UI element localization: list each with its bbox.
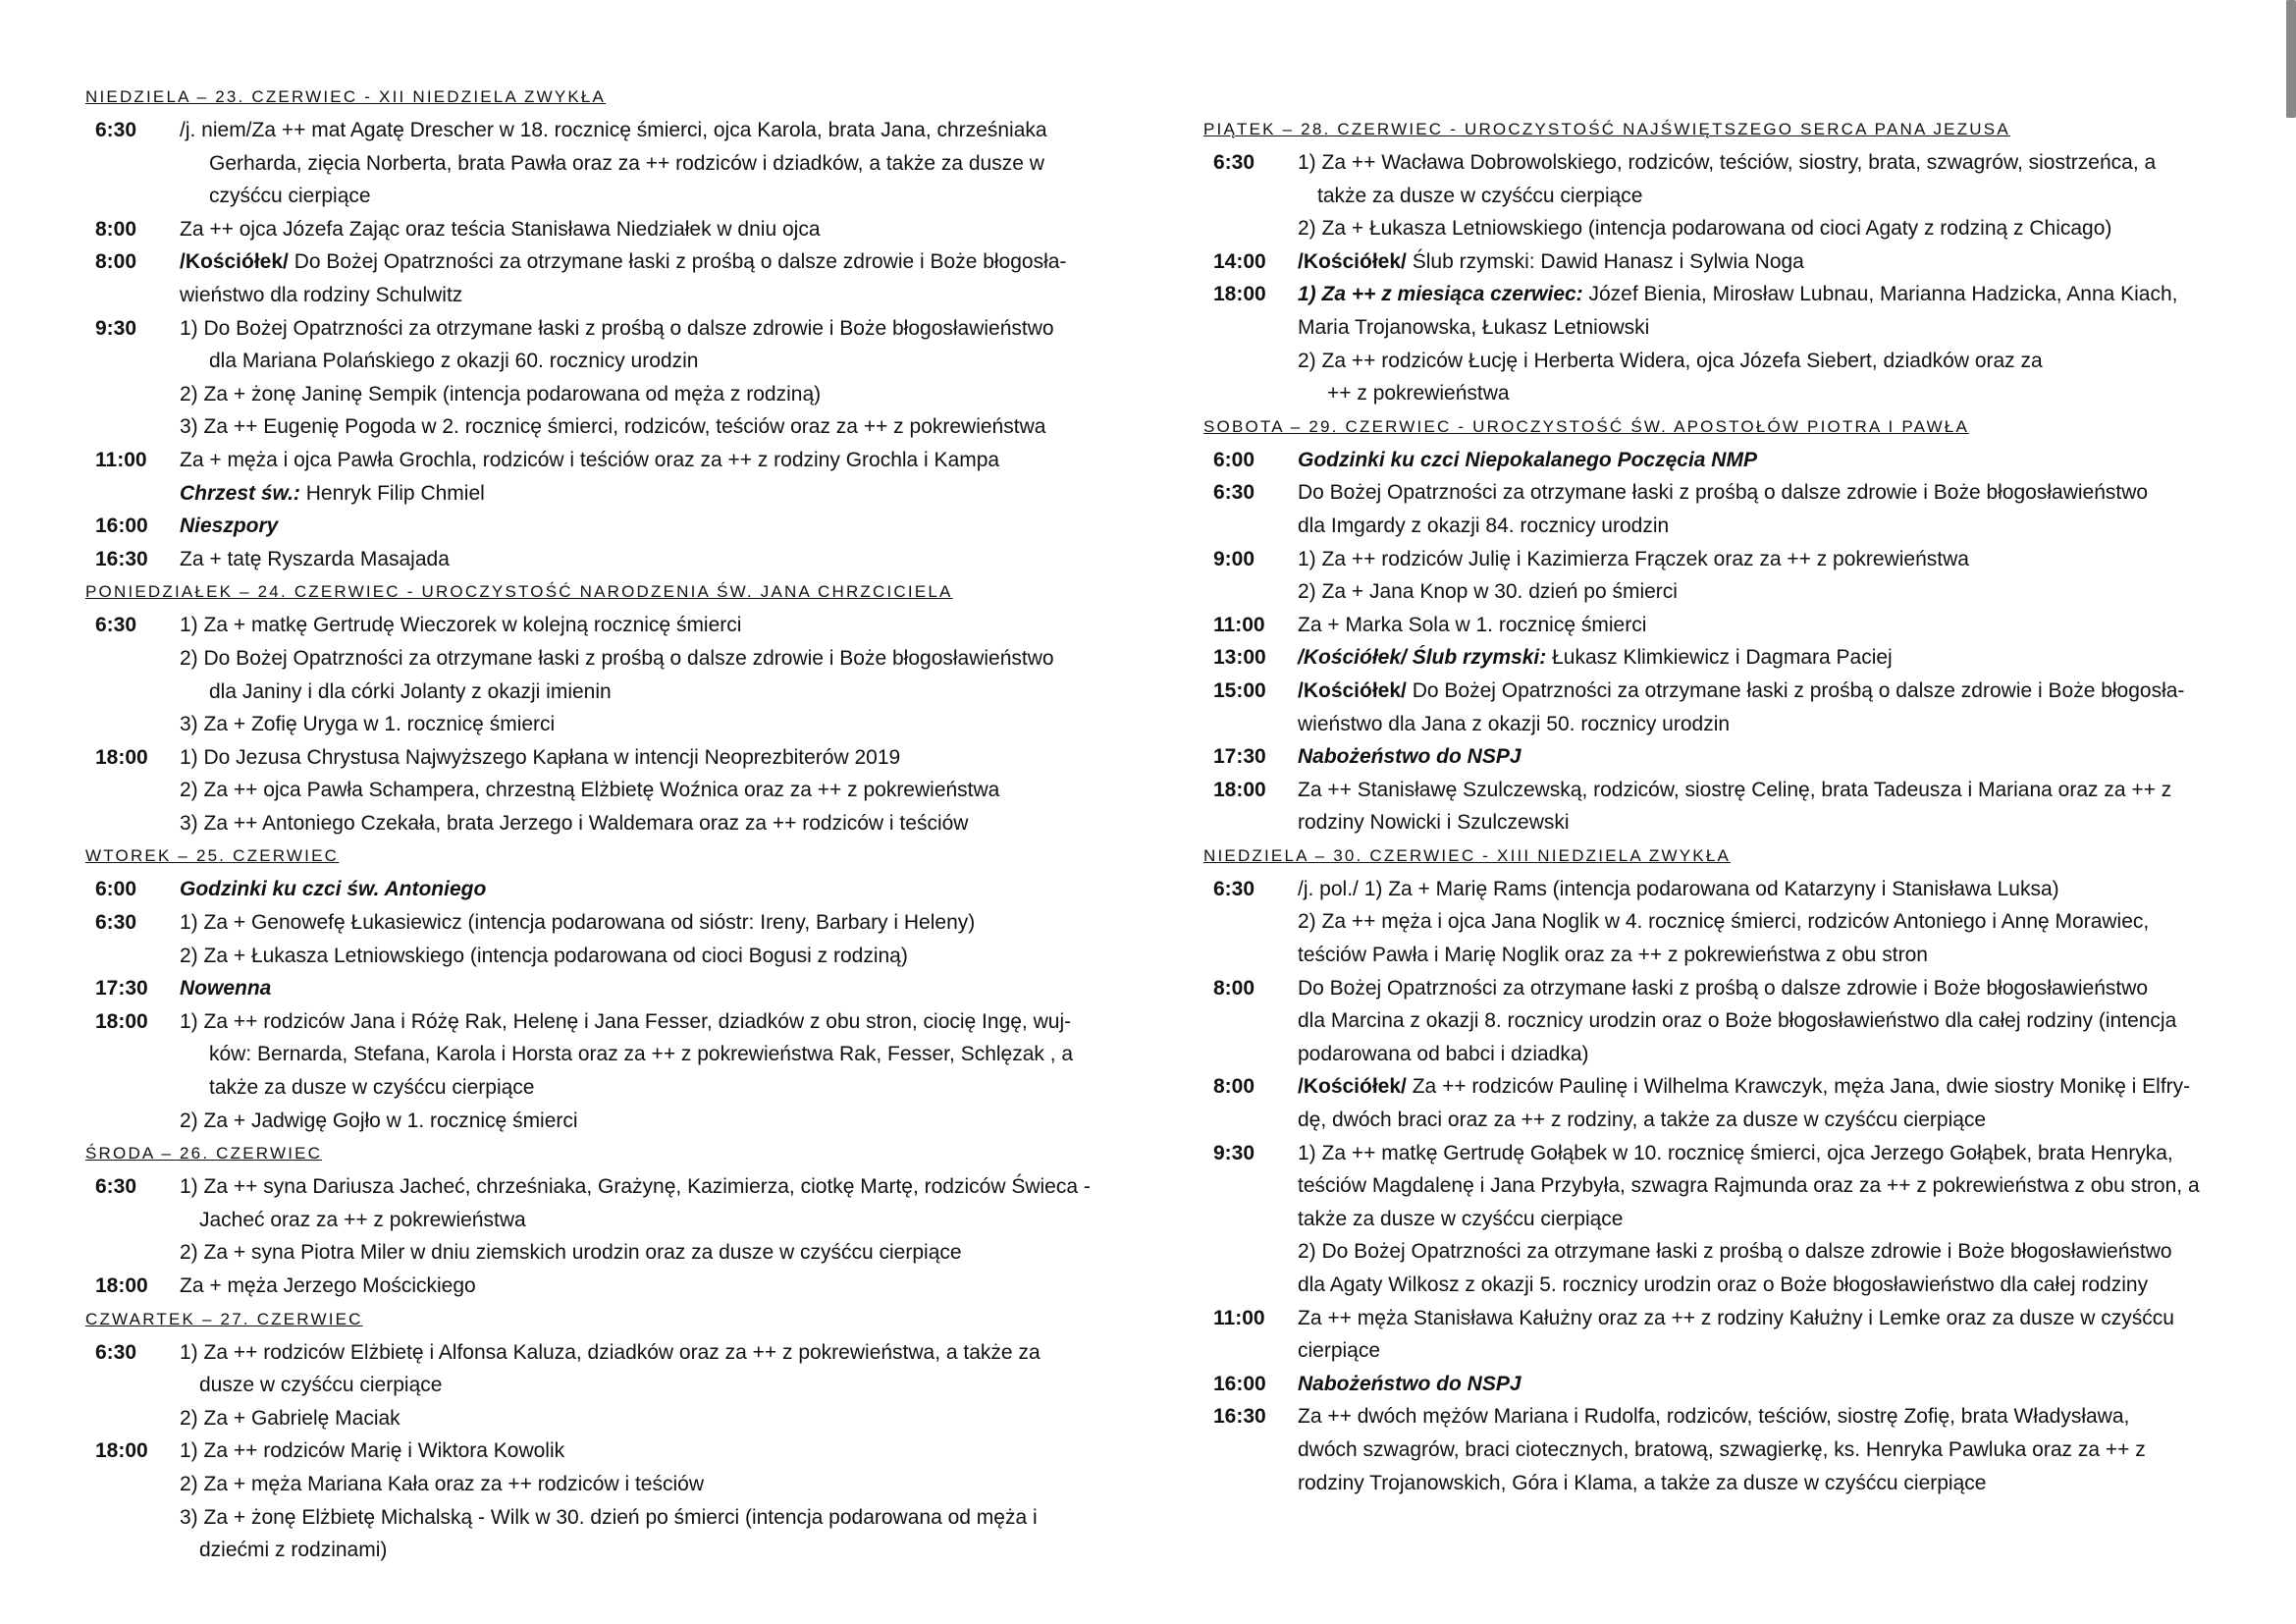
intention-text <box>180 510 1109 543</box>
intention-line <box>1298 476 2224 510</box>
mass-entry <box>85 972 1109 1005</box>
intention-line-text: /j. niem/Za ++ mat Agatę Drescher w 18. rocznicę śmierci, ojca Karola, brata Jana, chrześniaka <box>180 119 1047 141</box>
intention-text <box>180 543 1109 576</box>
mass-time: 14:00 <box>1213 249 1266 273</box>
intention-text <box>1298 774 2224 839</box>
mass-time: 9:30 <box>95 316 137 340</box>
mass-time: 8:00 <box>1213 1075 1255 1099</box>
intention-line <box>180 1071 1109 1105</box>
intention-line <box>180 1336 1109 1370</box>
intention-line <box>1298 873 2224 906</box>
intention-line-text: 2) Za + Łukasza Letniowskiego (intencja podarowana od cioci Agaty z rodziną z Chicago) <box>1298 217 2112 241</box>
intention-line-text: dwóch szwagrów, braci ciotecznych, bratową, szwagierkę, ks. Henryka Pawluka oraz za ++ z <box>1298 1437 2146 1461</box>
intention-line <box>1298 278 2224 311</box>
intention-line-text: ++ z pokrewieństwa <box>1327 382 1510 406</box>
intention-line <box>1298 972 2224 1005</box>
day-header: CZWARTEK – 27. CZERWIEC <box>85 1309 363 1328</box>
intention-line-text: Za ++ rodziców Paulinę i Wilhelma Krawczyk, męża Jana, dwie siostry Monikę i Elfry- <box>1406 1075 2191 1099</box>
intention-label: Chrzest św.: <box>180 481 300 505</box>
intention-line <box>180 1170 1109 1204</box>
mass-time: 6:30 <box>95 1175 137 1199</box>
mass-time: 18:00 <box>95 1439 148 1463</box>
mass-time: 18:00 <box>95 745 148 769</box>
mass-time: 11:00 <box>95 448 147 471</box>
mass-time: 17:30 <box>95 977 148 1001</box>
intention-line-text: podarowana od babci i dziadka) <box>1298 1042 1589 1065</box>
day-section <box>1203 113 2224 410</box>
intention-line <box>1298 180 2224 213</box>
intention-line-text: Za ++ Stanisławę Szulczewską, rodziców, siostrę Celinę, brata Tadeusza i Mariana oraz za ++ z <box>1298 778 2172 801</box>
intention-line <box>1298 675 2224 708</box>
intention-line-text: dla Mariana Polańskiego z okazji 60. rocznicy urodzin <box>209 350 699 373</box>
intention-line-text: Józef Bienia, Mirosław Lubnau, Marianna Hadzicka, Anna Kiach, <box>1582 283 2178 306</box>
mass-time: 15:00 <box>1213 678 1266 702</box>
intention-line-text: czyśćcu cierpiące <box>209 185 371 208</box>
intention-line <box>180 1105 1109 1138</box>
intention-text <box>1298 245 2224 279</box>
intention-line <box>1298 543 2224 576</box>
intention-text <box>180 741 1109 840</box>
intention-line-text: teściów Magdalenę i Jana Przybyła, szwagra Rajmunda oraz za ++ z pokrewieństwa z obu stron, a <box>1298 1174 2200 1198</box>
intention-line <box>1298 1235 2224 1269</box>
intention-line <box>180 279 1109 312</box>
intention-line-text: Za ++ ojca Józefa Zając oraz teścia Stanisława Niedziałek w dniu ojca <box>180 217 821 241</box>
intention-line-text: dla Imgardy z okazji 84. rocznicy urodzin <box>1298 514 1670 537</box>
mass-entry <box>1203 740 2224 774</box>
intention-line <box>1298 1004 2224 1038</box>
mass-entry <box>85 1170 1109 1270</box>
intention-line-text: Za + męża Jerzego Mościckiego <box>180 1274 476 1297</box>
intention-line <box>1298 939 2224 972</box>
intention-line <box>1298 1038 2224 1071</box>
intention-line <box>180 345 1109 378</box>
intention-label: Nowenna <box>180 977 272 1001</box>
intention-text <box>180 312 1109 444</box>
mass-entry <box>1203 245 2224 279</box>
intention-line-text: wieństwo dla rodziny Schulwitz <box>180 283 463 306</box>
intention-line-text: 1) Za + matkę Gertrudę Wieczorek w kolejną rocznicę śmierci <box>180 614 742 637</box>
intention-line-text: 2) Za + Jadwigę Gojło w 1. rocznicę śmierci <box>180 1109 578 1132</box>
mass-entry <box>1203 146 2224 245</box>
intention-line-text: rodziny Trojanowskich, Góra i Klama, a także za dusze w czyśćcu cierpiące <box>1298 1471 1987 1494</box>
intention-label: Nabożeństwo do NSPJ <box>1298 1372 1522 1395</box>
day-section <box>1203 839 2224 1499</box>
intention-label: /Kościółek/ Ślub rzymski: <box>1298 646 1547 670</box>
intention-line <box>1298 1334 2224 1368</box>
mass-entry <box>85 114 1109 213</box>
mass-entry <box>85 510 1109 543</box>
intention-line-text: dla Janiny i dla córki Jolanty z okazji imienin <box>209 679 612 703</box>
intention-line <box>180 312 1109 346</box>
intention-line-text: 2) Za + Gabrielę Maciak <box>180 1406 400 1430</box>
intention-line <box>1298 245 2224 279</box>
intention-line-text: Ślub rzymski: Dawid Hanasz i Sylwia Noga <box>1406 249 1804 273</box>
mass-time: 18:00 <box>1213 778 1266 801</box>
day-section <box>85 81 1109 575</box>
mass-time: 6:30 <box>95 911 137 935</box>
intention-text <box>1298 1137 2224 1302</box>
intention-line-text: 2) Do Bożej Opatrzności za otrzymane łaski z prośbą o dalsze zdrowie i Boże błogosławieństwo <box>1298 1240 2172 1264</box>
intention-line <box>1298 311 2224 345</box>
mass-time: 8:00 <box>1213 976 1255 1000</box>
mass-entry <box>1203 641 2224 675</box>
intention-line-text: 3) Za + żonę Elżbietę Michalską - Wilk w 30. dzień po śmierci (intencja podarowana od męża i <box>180 1505 1038 1529</box>
mass-entry <box>1203 278 2224 409</box>
intention-line <box>180 741 1109 775</box>
intention-line <box>1298 510 2224 543</box>
mass-entry <box>1203 774 2224 839</box>
mass-entry <box>1203 1137 2224 1302</box>
intention-line-text: 1) Za ++ rodziców Jana i Różę Rak, Helenę i Jana Fesser, dziadków z obu stron, ciocię Ingę, wuj- <box>180 1009 1072 1033</box>
intention-line-text: Za + męża i ojca Pawła Grochla, rodziców i teściów oraz za ++ z rodziny Grochla i Kampa <box>180 448 1000 471</box>
intention-line <box>180 180 1109 213</box>
intention-line <box>180 1369 1109 1402</box>
mass-entry <box>85 213 1109 246</box>
mass-time: 18:00 <box>95 1274 148 1297</box>
intention-line-text: także za dusze w czyśćcu cierpiące <box>209 1076 535 1100</box>
mass-time: 8:00 <box>95 217 137 241</box>
intention-line-text: 1) Za ++ matkę Gertrudę Gołąbek w 10. rocznicę śmierci, ojca Jerzego Gołąbek, brata Henryka, <box>1298 1141 2173 1164</box>
mass-time: 6:00 <box>95 878 137 901</box>
intention-line-text: dla Agaty Wilkosz z okazji 5. rocznicy urodzin oraz o Boże błogosławieństwo dla całej rodziny <box>1298 1273 2149 1296</box>
intention-line-text: 2) Za + męża Mariana Kała oraz za ++ rodziców i teściów <box>180 1472 704 1495</box>
intention-line <box>180 940 1109 973</box>
mass-time: 16:00 <box>95 514 148 538</box>
mass-time: 18:00 <box>95 1009 148 1033</box>
intention-line <box>180 609 1109 642</box>
intention-line-text: 2) Do Bożej Opatrzności za otrzymane łaski z prośbą o dalsze zdrowie i Boże błogosławieństwo <box>180 646 1054 670</box>
intention-line <box>180 1501 1109 1535</box>
day-header: NIEDZIELA – 23. CZERWIEC - XII NIEDZIELA ZWYKŁA <box>85 87 607 106</box>
intention-line <box>180 1236 1109 1270</box>
intention-line <box>180 906 1109 940</box>
intention-line-text: Jacheć oraz za ++ z pokrewieństwa <box>199 1208 526 1231</box>
intention-line-text: 2) Za ++ rodziców Łucję i Herberta Widera, ojca Józefa Siebert, dziadków oraz za <box>1298 349 2043 372</box>
intention-line-text: dę, dwóch braci oraz za ++ z rodziny, a także za dusze w czyśćcu cierpiące <box>1298 1109 1987 1132</box>
intention-line-text: 3) Za ++ Antoniego Czekała, brata Jerzego i Waldemara oraz za ++ rodziców i teściów <box>180 811 969 835</box>
intention-line <box>180 147 1109 181</box>
intention-text <box>180 444 1109 510</box>
mass-entry <box>1203 1368 2224 1401</box>
mass-entry <box>85 312 1109 444</box>
intention-line <box>180 444 1109 477</box>
intention-line-text: 2) Za ++ męża i ojca Jana Noglik w 4. rocznicę śmierci, rodziców Antoniego i Annę Morawiec, <box>1298 910 2150 934</box>
intention-label: Godzinki ku czci Niepokalanego Poczęcia NMP <box>1298 448 1757 471</box>
intention-line <box>1298 1269 2224 1302</box>
intention-text <box>1298 641 2224 675</box>
intention-line-text: 1) Za ++ Wacława Dobrowolskiego, rodziców, teściów, siostry, brata, szwagrów, siostrzeńca, a <box>1298 151 2157 174</box>
mass-entry <box>1203 609 2224 642</box>
intention-line <box>180 114 1109 147</box>
intention-line <box>1298 774 2224 807</box>
intention-line <box>1298 806 2224 839</box>
day-header: PIĄTEK – 28. CZERWIEC - UROCZYSTOŚĆ NAJŚWIĘTSZEGO SERCA PANA JEZUSA <box>1203 120 2010 138</box>
intention-text <box>1298 675 2224 740</box>
intention-line <box>180 245 1109 279</box>
intention-line-text: Łukasz Klimkiewicz i Dagmara Paciej <box>1546 646 1893 670</box>
intention-label: /Kościółek/ <box>1298 1075 1407 1099</box>
intention-line-text: ków: Bernarda, Stefana, Karola i Horsta oraz za ++ z pokrewieństwa Rak, Fesser, Schlęzak , a <box>209 1043 1074 1066</box>
intention-text <box>180 114 1109 213</box>
mass-time: 16:30 <box>1213 1405 1266 1429</box>
intention-text <box>180 1435 1109 1566</box>
intention-label: /Kościółek/ <box>180 250 289 274</box>
intention-text <box>180 245 1109 311</box>
day-header: NIEDZIELA – 30. CZERWIEC - XIII NIEDZIELA ZWYKŁA <box>1203 845 1732 865</box>
mass-time: 13:00 <box>1213 646 1266 670</box>
day-header: WTOREK – 25. CZERWIEC <box>85 846 340 866</box>
intention-label: Godzinki ku czci św. Antoniego <box>180 878 487 901</box>
intention-line-text: dusze w czyśćcu cierpiące <box>199 1374 443 1397</box>
intention-text <box>1298 1070 2224 1136</box>
intention-line <box>1298 377 2224 410</box>
intention-line <box>1298 1203 2224 1236</box>
intention-line <box>1298 1137 2224 1170</box>
intention-line <box>180 1402 1109 1435</box>
intention-line-text: Henryk Filip Chmiel <box>299 481 485 505</box>
intention-line-text: dla Marcina z okazji 8. rocznicy urodzin oraz o Boże błogosławieństwo dla całej rodziny (intencja <box>1298 1009 2177 1033</box>
intention-line <box>180 642 1109 676</box>
mass-entry <box>85 1336 1109 1435</box>
intention-label: /Kościółek/ <box>1298 678 1407 702</box>
intention-text <box>180 1005 1109 1137</box>
day-header: SOBOTA – 29. CZERWIEC - UROCZYSTOŚĆ ŚW. APOSTOŁÓW PIOTRA I PAWŁA <box>1203 416 1970 436</box>
mass-time: 11:00 <box>1213 1306 1265 1329</box>
day-section <box>1203 410 2224 839</box>
mass-entry <box>1203 476 2224 542</box>
intention-line-text: teściów Pawła i Marię Noglik oraz za ++ z pokrewieństwa z obu stron <box>1298 944 1928 967</box>
right-column <box>1203 113 2224 1499</box>
intention-text <box>1298 1368 2224 1401</box>
intention-text <box>180 873 1109 906</box>
intention-line <box>180 1005 1109 1039</box>
mass-time: 16:30 <box>95 547 148 570</box>
intention-line <box>1298 905 2224 939</box>
intention-line-text: 1) Za ++ syna Dariusza Jacheć, chrześniaka, Grażynę, Kazimierza, ciotkę Martę, rodziców Świeca - <box>180 1175 1091 1199</box>
intention-line <box>1298 1104 2224 1137</box>
intention-line <box>180 1534 1109 1567</box>
intention-text <box>1298 972 2224 1071</box>
mass-time: 9:30 <box>1213 1141 1255 1164</box>
intention-text <box>1298 278 2224 409</box>
mass-entry <box>85 609 1109 740</box>
mass-entry <box>1203 972 2224 1071</box>
intention-line <box>180 1038 1109 1071</box>
intention-line <box>1298 1302 2224 1335</box>
intention-line-text: 1) Do Bożej Opatrzności za otrzymane łaski z prośbą o dalsze zdrowie i Boże błogosławieństwo <box>180 316 1054 340</box>
intention-line <box>1298 345 2224 378</box>
intention-line <box>180 1435 1109 1468</box>
intention-line <box>1298 1368 2224 1401</box>
intention-text <box>1298 1302 2224 1368</box>
intention-line-text: 3) Za + Zofię Uryga w 1. rocznicę śmierci <box>180 713 556 736</box>
day-section <box>85 575 1109 839</box>
intention-line-text: Za ++ męża Stanisława Kałużny oraz za ++ z rodziny Kałużny i Lemke oraz za dusze w czyśćcu <box>1298 1306 2174 1329</box>
intention-line <box>1298 708 2224 741</box>
intention-line-text: wieństwo dla Jana z okazji 50. rocznicy urodzin <box>1298 712 1731 735</box>
intention-line <box>180 1468 1109 1501</box>
intention-line <box>1298 1070 2224 1104</box>
intention-line <box>1298 609 2224 642</box>
intention-line <box>180 972 1109 1005</box>
day-section <box>85 1137 1109 1302</box>
day-header: ŚRODA – 26. CZERWIEC <box>85 1144 323 1164</box>
intention-line <box>1298 575 2224 609</box>
mass-entry <box>85 1005 1109 1137</box>
mass-time: 6:30 <box>1213 877 1255 900</box>
intention-line <box>180 477 1109 511</box>
mass-entry <box>85 543 1109 576</box>
intention-line <box>1298 740 2224 774</box>
intention-text <box>1298 609 2224 642</box>
intention-label: 1) Za ++ z miesiąca czerwiec: <box>1298 283 1583 306</box>
intention-line-text: 3) Za ++ Eugenię Pogoda w 2. rocznicę śmierci, rodziców, teściów oraz za ++ z pokrewieństwa <box>180 415 1046 439</box>
intention-text <box>1298 444 2224 477</box>
intention-line-text: Do Bożej Opatrzności za otrzymane łaski z prośbą o dalsze zdrowie i Boże błogosła- <box>288 250 1067 274</box>
intention-text <box>180 609 1109 740</box>
mass-time: 11:00 <box>1213 613 1265 636</box>
intention-line-text: rodziny Nowicki i Szulczewski <box>1298 811 1570 835</box>
mass-time: 6:30 <box>1213 151 1255 174</box>
intention-line-text: także za dusze w czyśćcu cierpiące <box>1317 184 1643 207</box>
intention-label: Nieszpory <box>180 514 279 538</box>
intention-line-text: Do Bożej Opatrzności za otrzymane łaski z prośbą o dalsze zdrowie i Boże błogosła- <box>1406 678 2185 702</box>
intention-line <box>1298 1400 2224 1434</box>
intention-line <box>180 1270 1109 1303</box>
intention-line-text: Za + Marka Sola w 1. rocznicę śmierci <box>1298 613 1647 636</box>
day-section <box>85 1303 1109 1567</box>
intention-line <box>180 807 1109 840</box>
intention-line-text: 1) Za + Genowefę Łukasiewicz (intencja podarowana od sióstr: Ireny, Barbary i Heleny) <box>180 911 976 935</box>
intention-text <box>180 213 1109 246</box>
mass-entry <box>85 1270 1109 1303</box>
intention-text <box>180 906 1109 972</box>
intention-text <box>180 972 1109 1005</box>
intention-line-text: 2) Za ++ ojca Pawła Schampera, chrzestną Elżbietę Woźnica oraz za ++ z pokrewieństwa <box>180 779 1000 802</box>
day-section <box>85 839 1109 1137</box>
intention-line-text: 1) Za ++ rodziców Elżbietę i Alfonsa Kaluza, dziadków oraz za ++ z pokrewieństwa, a także za <box>180 1340 1041 1364</box>
intention-line-text: 2) Za + Łukasza Letniowskiego (intencja podarowana od cioci Bogusi z rodziną) <box>180 944 908 967</box>
intention-line-text: Za ++ dwóch mężów Mariana i Rudolfa, rodziców, teściów, siostrę Zofię, brata Władysława, <box>1298 1405 2130 1429</box>
mass-entry <box>1203 1070 2224 1136</box>
intention-text <box>1298 1400 2224 1499</box>
intention-line-text: 1) Za ++ rodziców Marię i Wiktora Kowolik <box>180 1439 565 1463</box>
intention-line-text: 1) Za ++ rodziców Julię i Kazimierza Frączek oraz za ++ z pokrewieństwa <box>1298 547 1969 570</box>
mass-time: 18:00 <box>1213 283 1266 306</box>
intention-label: /Kościółek/ <box>1298 249 1407 273</box>
intention-line-text: 2) Za + Jana Knop w 30. dzień po śmierci <box>1298 580 1678 604</box>
intention-line-text: 1) Do Jezusa Chrystusa Najwyższego Kapłana w intencji Neoprezbiterów 2019 <box>180 745 901 769</box>
intention-line <box>180 1204 1109 1237</box>
intention-text <box>180 1170 1109 1270</box>
intention-text <box>180 1270 1109 1303</box>
intention-line-text: Gerharda, zięcia Norberta, brata Pawła oraz za ++ rodziców i dziadków, a także za dusze w <box>209 151 1044 175</box>
mass-entry <box>1203 675 2224 740</box>
intention-line <box>180 676 1109 709</box>
mass-time: 8:00 <box>95 250 137 274</box>
intention-line-text: Maria Trojanowska, Łukasz Letniowski <box>1298 315 1650 339</box>
intention-text <box>1298 873 2224 972</box>
intention-text <box>180 1336 1109 1435</box>
intention-line-text: 2) Za + żonę Janinę Sempik (intencja podarowana od męża z rodziną) <box>180 382 822 406</box>
intention-line-text: Do Bożej Opatrzności za otrzymane łaski z prośbą o dalsze zdrowie i Boże błogosławieństwo <box>1298 976 2149 1000</box>
mass-time: 16:00 <box>1213 1372 1266 1395</box>
intention-line-text: cierpiące <box>1298 1339 1381 1363</box>
mass-entry <box>1203 873 2224 972</box>
intention-line <box>180 410 1109 444</box>
scrollbar[interactable] <box>2286 0 2296 118</box>
left-column <box>85 81 1109 1567</box>
intention-line <box>1298 641 2224 675</box>
intention-line <box>180 213 1109 246</box>
intention-line <box>1298 1434 2224 1467</box>
mass-entry <box>85 245 1109 311</box>
mass-entry <box>85 873 1109 906</box>
day-header: PONIEDZIAŁEK – 24. CZERWIEC - UROCZYSTOŚĆ NARODZENIA ŚW. JANA CHRZCICIELA <box>85 582 953 602</box>
mass-time: 17:30 <box>1213 745 1266 769</box>
intention-line-text: Za + tatę Ryszarda Masajada <box>180 547 450 570</box>
mass-entry <box>85 906 1109 972</box>
intention-text <box>1298 476 2224 542</box>
mass-entry <box>1203 444 2224 477</box>
intention-line <box>180 510 1109 543</box>
intention-line <box>180 543 1109 576</box>
intention-line <box>1298 1169 2224 1203</box>
mass-time: 6:30 <box>95 614 137 637</box>
mass-time: 9:00 <box>1213 547 1255 570</box>
intention-text <box>1298 543 2224 609</box>
intention-text <box>1298 146 2224 245</box>
intention-line-text: dziećmi z rodzinami) <box>199 1539 388 1562</box>
mass-time: 6:30 <box>1213 481 1255 505</box>
mass-time: 6:30 <box>95 1340 137 1364</box>
intention-line <box>180 378 1109 411</box>
intention-line-text: /j. pol./ 1) Za + Marię Rams (intencja podarowana od Katarzyny i Stanisława Luksa) <box>1298 877 2059 900</box>
mass-entry <box>85 444 1109 510</box>
mass-time: 6:00 <box>1213 448 1255 471</box>
mass-entry <box>1203 1400 2224 1499</box>
intention-line <box>1298 1467 2224 1500</box>
intention-line <box>1298 444 2224 477</box>
intention-line <box>180 873 1109 906</box>
mass-entry <box>1203 1302 2224 1368</box>
intention-line-text: 2) Za + syna Piotra Miler w dniu ziemskich urodzin oraz za dusze w czyśćcu cierpiące <box>180 1241 962 1265</box>
intention-line <box>180 708 1109 741</box>
intention-line <box>180 774 1109 807</box>
intention-label: Nabożeństwo do NSPJ <box>1298 745 1522 769</box>
mass-time: 6:30 <box>95 119 137 141</box>
mass-entry <box>85 741 1109 840</box>
mass-entry <box>85 1435 1109 1566</box>
intention-line-text: także za dusze w czyśćcu cierpiące <box>1298 1207 1624 1230</box>
intention-line <box>1298 146 2224 180</box>
intention-line-text: Do Bożej Opatrzności za otrzymane łaski z prośbą o dalsze zdrowie i Boże błogosławieństwo <box>1298 481 2149 505</box>
intention-text <box>1298 740 2224 774</box>
intention-line <box>1298 212 2224 245</box>
mass-entry <box>1203 543 2224 609</box>
